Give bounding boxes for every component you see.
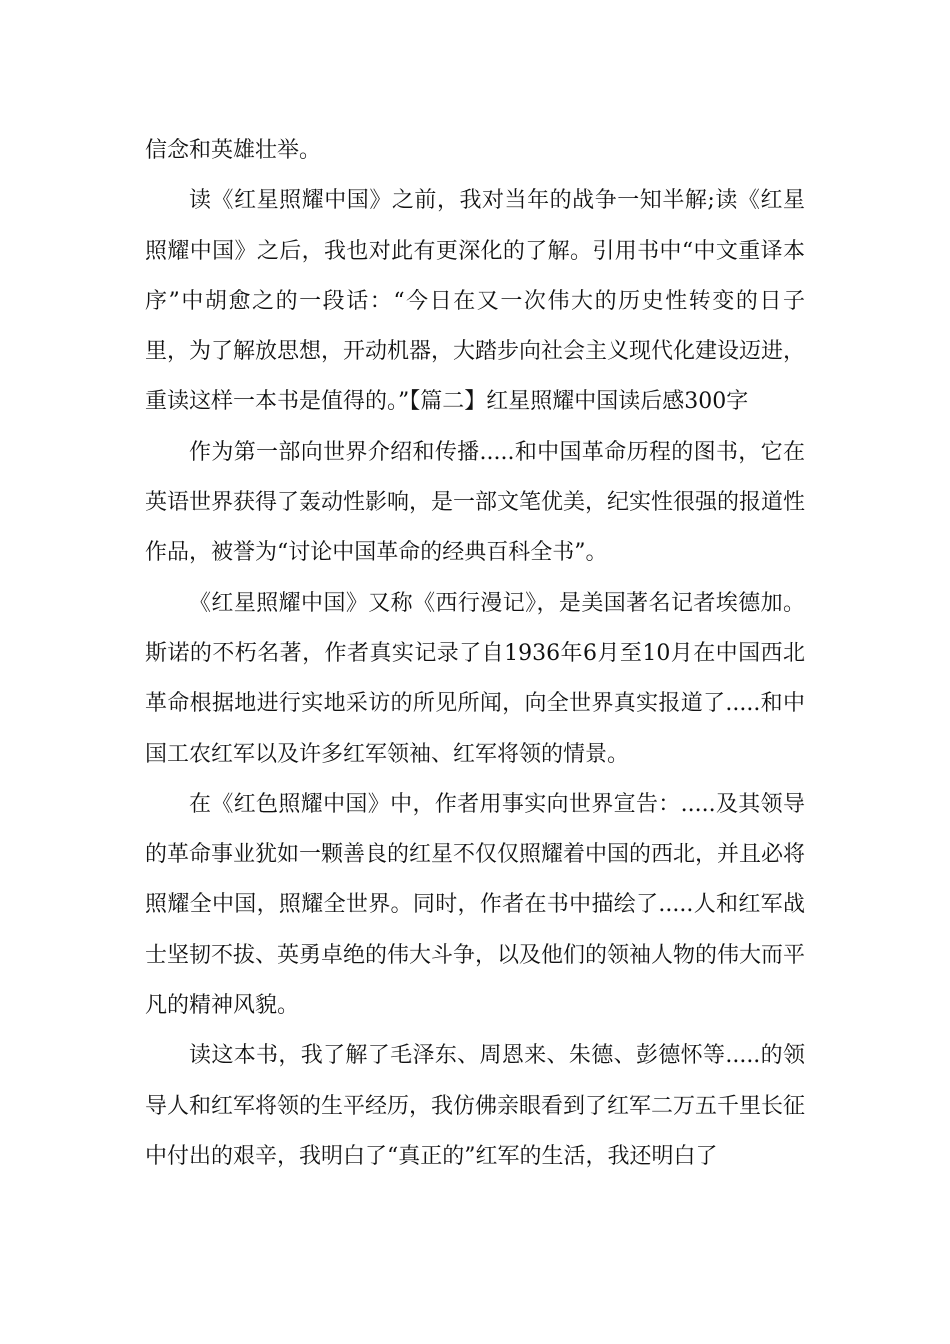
body-text bbox=[145, 126, 805, 1182]
paragraph-2: 读《红星照耀中国》之前，我对当年的战争一知半解;读《红星照耀中国》之后，我也对此有更深化的了解。引用书中“中文重译本序”中胡愈之的一段话：“今日在又一次伟大的历史性转变的日子里，为了解放思想，开动机器，大踏步向社会主义现代化建设迈进，重读这样一本书是值得的。”【篇二】红星照耀中国读后感300字 bbox=[145, 188, 806, 415]
paragraph-3: 作为第一部向世界介绍和传播.....和中国革命历程的图书，它在英语世界获得了轰动性影响，是一部文笔优美，纪实性很强的报道性作品，被誉为“讨论中国革命的经典百科全书”。 bbox=[145, 439, 806, 566]
paragraph-5: 在《红色照耀中国》中，作者用事实向世界宣告：.....及其领导的革命事业犹如一颗善良的红星不仅仅照耀着中国的西北，并且必将照耀全中国，照耀全世界。同时，作者在书中描绘了.....人和红军战士坚韧不拔、英勇卓绝的伟大斗争，以及他们的领袖人物的伟大而平凡的精神风貌。 bbox=[145, 791, 806, 1019]
paragraph-1: 信念和英雄壮举。 bbox=[145, 138, 322, 163]
paragraph-6: 读这本书，我了解了毛泽东、周恩来、朱德、彭德怀等.....的领导人和红军将领的生平经历，我仿佛亲眼看到了红军二万五千里长征中付出的艰辛，我明白了“真正的”红军的生活，我还明白了 bbox=[145, 1043, 806, 1169]
paragraph-4: 《红星照耀中国》又称《西行漫记》，是美国著名记者埃德加。斯诺的不朽名著，作者真实记录了自1936年6月至10月在中国西北革命根据地进行实地采访的所见所闻，向全世界真实报道了.....和中国工农红军以及许多红军领袖、红军将领的情景。 bbox=[145, 590, 805, 767]
